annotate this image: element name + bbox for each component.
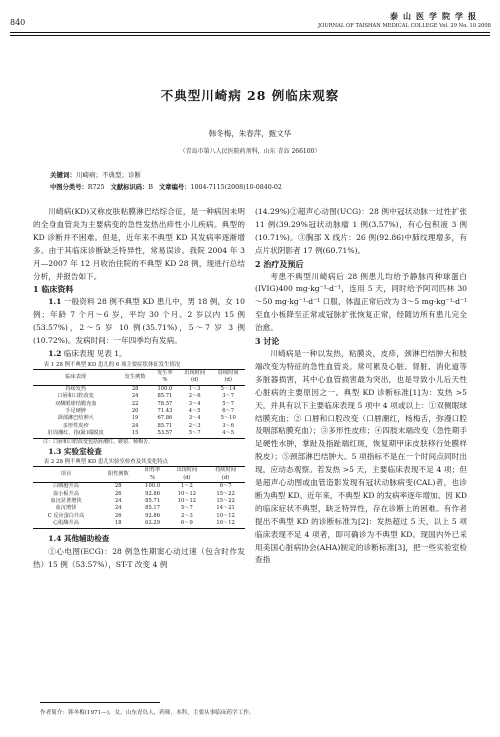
table-2-unit-onset: (d) [183, 474, 191, 481]
table-cell: 5～14 [220, 385, 236, 392]
page-number: 840 [10, 18, 26, 27]
table-cell: 10～12 [216, 512, 235, 519]
table-cell: 71.43 [157, 407, 173, 414]
section-1-4 [33, 533, 245, 546]
table-cell: 10～12 [177, 490, 197, 497]
table-cell: 2～3 [188, 422, 201, 429]
journal-title-cn: 泰山医学院学报 [390, 11, 481, 21]
treatment-paragraph: 考患不典型川崎病后 28 例患儿均给予静脉丙种球蛋白(IVIG)400 mg·kg⁻¹·d⁻¹，连用 5 天，同时给予阿司匹林 30～50 mg·kg⁻¹·d⁻¹ 口服，体温正常后改为 3～5 mg·kg⁻¹·d⁻¹ 至血小板降至正常或冠脉扩张恢复正常，经随访所有患儿完全治愈。 [255, 271, 467, 333]
intro-paragraph: 川崎病(KD)又称皮肤粘膜淋巴结综合征，是一种病因未明的全身血管炎为主要病变的急性发热出疹性小儿疾病。典型的 KD 诊断并不困难。但是，近年来不典型 KD 其发病率逐渐增多。由于其临床诊断缺乏特异性，常易误诊。我院 2004 年 3 月—2007 年 12 月收治住院的不典型 KD 28 例，现进行总结分析，并报告如下。 [33, 207, 245, 281]
table-cell: 28 [114, 483, 122, 490]
table-row [33, 505, 245, 512]
table-cell: 5～7 [222, 400, 235, 407]
table-cell: 颈部淋巴结肿大 [57, 415, 94, 422]
table-cell: 6～7 [222, 407, 235, 414]
table-cell: 6～9 [180, 520, 193, 527]
table-row [33, 430, 245, 438]
table-cell: 5～7 [180, 505, 193, 512]
journal-title-en: JOURNAL OF TAISHAN MEDICAL COLLEGE Vol. 29 No. 10 2008 [318, 23, 491, 29]
table-cell: 5～7 [188, 430, 201, 437]
table-2-header-onset: 出现时间 [176, 467, 198, 474]
table-cell: 53.57 [157, 430, 173, 437]
table-1-header-rate: 发生率 [157, 369, 173, 376]
footnote-rule [40, 702, 160, 703]
section-1-heading: 1 临床资料 [33, 284, 74, 295]
table-cell: 心肌酶升高 [52, 520, 79, 527]
section-1-1-label: 1.1 [48, 297, 62, 307]
doc-code-label: 文献标识码： [110, 184, 149, 191]
table-row [33, 415, 245, 422]
section-2-heading: 2 治疗及预后 [255, 258, 304, 269]
section-1-1-text: 一般资料 28 例不典型 KD 患儿中，男 18 例，女 10 例；年龄 7 个月～6 岁，平均 30 个月。2 岁以内 15 例(53.57%)，2～5 岁 10 例(35.71%)，5～7 岁 3 例(10.72%)。发病时间：一年四季均有发病。 [33, 297, 245, 346]
table-cell: 18 [114, 520, 122, 527]
table-1-note: 注：口唇和口腔改变包括唇潮红、皲裂、杨梅舌。 [43, 438, 154, 445]
table-2-header-duration: 持续时间 [215, 467, 236, 474]
table-cell: 15～22 [216, 490, 235, 497]
table-cell: 2～3 [180, 512, 193, 519]
section-3-heading: 3 讨论 [255, 336, 280, 347]
table-cell: 2～6 [188, 393, 201, 400]
table-cell: 85.71 [157, 393, 173, 400]
table-cell: 20 [131, 407, 139, 414]
keywords-line [50, 170, 141, 179]
table-row [33, 491, 245, 498]
table-cell: 24 [114, 505, 122, 512]
section-1-2-label: 1.2 [48, 348, 62, 358]
clc-label: 中图分类号： [50, 184, 88, 191]
classification-line [50, 182, 282, 191]
table-cell: 24 [131, 393, 139, 400]
affiliation: （青岛市第八人民医院药剂科，山东 青岛 266100） [179, 148, 321, 155]
table-2-unit-duration: (d) [221, 474, 230, 481]
table-cell: 10～12 [177, 498, 197, 505]
section-1-4-paragraph: ①心电图(ECG)：28 例急性期窦心动过速（包含时作发热）15 例（53.57%），ST-T 改变 4 例 [33, 546, 245, 569]
right-column [255, 206, 467, 567]
clc-code: R725 [87, 184, 105, 191]
table-cell: 24 [114, 498, 122, 505]
table-cell: 26 [114, 490, 122, 497]
table-cell: 85.71 [145, 498, 160, 505]
table-row [33, 385, 245, 393]
section-1-4-label: 1.4 [48, 533, 62, 543]
table-row [33, 393, 245, 400]
table-cell: 100.0 [157, 385, 173, 392]
article-title: 不典型川崎病 28 例临床观察 [160, 88, 340, 103]
table-1-header-duration: 持续时间 [217, 369, 239, 376]
authors: 韩冬梅，朱春萍，甄文华 [208, 129, 292, 138]
table-1-body [33, 385, 245, 438]
table-cell: C 反应蛋白升高 [47, 512, 85, 519]
author-footnote: 作者简介：韩冬梅(1971—)，女，山东青岛人，药师，本科，主要从事临床药学工作。 [40, 710, 255, 716]
table-cell: 85.17 [145, 505, 160, 512]
table-2-body [33, 483, 245, 528]
table-cell: 口唇和口腔改变 [57, 393, 94, 400]
table-cell: 24 [131, 422, 139, 429]
table-row [33, 401, 245, 408]
table-cell: 67.86 [157, 415, 173, 422]
table-cell: 血沉增快 [55, 505, 77, 512]
article-no: 1004-7115(2008)10-0840-02 [190, 184, 282, 191]
table-1-header-cases: 发生例数 [118, 369, 152, 385]
section-1-4-text: 其他辅助检查 [63, 533, 110, 543]
table-cell: 85.71 [157, 422, 173, 429]
table-cell: 22 [131, 400, 139, 407]
table-1-header-onset: 出现时间 [184, 369, 206, 376]
table-cell: 3～6 [222, 422, 235, 429]
table-cell: 手足硬肿 [65, 407, 87, 414]
table-cell: 3～7 [222, 393, 235, 400]
table-cell: 血小板升高 [52, 490, 79, 497]
table-cell: 78.57 [157, 400, 173, 407]
header-rule-thin [10, 35, 490, 36]
table-2-caption: 表 2 28 例不典型 KD 患儿实验室检查及其变化特点 [43, 459, 169, 466]
section-1-2-text: 临床表现 见表 1。 [63, 348, 127, 358]
table-cell: 62.29 [145, 520, 160, 527]
table-cell: 多形性皮疹 [62, 422, 89, 429]
table-2-header-cases: 阳性例数 [99, 467, 138, 483]
header-rule [10, 32, 490, 33]
table-cell: 28 [131, 385, 139, 392]
table-cell: 100.0 [145, 483, 160, 490]
table-cell: 3～4 [188, 400, 201, 407]
table-2 [33, 466, 245, 528]
continued-paragraph: (14.29%)②超声心动图(UCG)：28 例中冠状动脉一过性扩张 11 例(39.29%冠状动脉瘤 1 例(3.57%)，有心包积液 3 例(10.71%)。③胸部 X 线片：26 例(92.86)中肺纹理增多，有点片状阴影者 17 例(60.71%)。 [255, 207, 467, 255]
table-cell: 6～7 [219, 483, 232, 490]
table-cell: 4～5 [188, 407, 201, 414]
section-1-3-label: 1.3 [48, 446, 62, 456]
table-cell: 92.86 [145, 490, 160, 497]
table-cell: 1～2 [180, 483, 193, 490]
table-1-header-symptom: 临床表现 [33, 369, 118, 385]
table-cell: 白细胞升高 [52, 483, 79, 490]
table-row [33, 483, 245, 491]
section-1-3-text: 实验室检查 [63, 446, 102, 456]
table-row [33, 423, 245, 430]
article-no-label: 文章编号： [159, 184, 191, 191]
section-1-1 [33, 296, 245, 348]
table-1-unit-rate: % [162, 377, 168, 384]
table-1-unit-onset: (d) [190, 377, 199, 384]
section-1-2 [33, 348, 245, 361]
doc-code: B [148, 184, 153, 191]
table-cell: 10～12 [216, 520, 235, 527]
table-1-caption: 表 1 28 例不典型 KD 患儿的 6 项主要症状体征发生情况 [43, 361, 181, 368]
table-2-header-item: 项目 [33, 467, 99, 483]
table-row [33, 520, 245, 528]
table-cell: 1～3 [188, 385, 201, 392]
table-1 [33, 369, 245, 439]
table-cell: 19 [131, 415, 139, 422]
table-cell: 15 [131, 430, 139, 437]
table-cell: 26 [114, 512, 122, 519]
keywords: 川崎病；不典型；诊断 [76, 171, 141, 179]
discussion-paragraph: 川崎病是一种以发热，粘膜炎，皮疹，颈淋巴结肿大和肢端改变为特征的急性血管炎。常可累及心脏、肾脏、消化道等多脏器损害，其中心血管损害最为突出，也是导致小儿后天性心脏病的主要原因之一。典型 KD 诊断标准[1]为：发热 >5 天，并具有以下主要临床表现 5 项中 4 项或以上：①双侧眼球结膜充血；② 口唇和口腔改变（口唇潮红，杨梅舌，弥漫口腔及咽部粘膜充血）；③多形性皮疹；④四肢末端改变（急性期手足硬性水肿，掌趾及指趾端红斑，恢复期甲床皮肤移行处膜样脱皮）；⑤颈部淋巴结肿大。5 项指标不是在一个时间点同时出现，应动态观察。若发热 >5 天，主要临床表现不足 4 项；但是超声心动图或血管造影发现有冠状动脉病变(CAL)者，也诊断为典型 KD。近年来，不典型 KD 的发病率逐年增加。因 KD 的临床症状不典型，缺乏特异性，存在诊断上的困难。有作者提出不典型 KD 的诊断标准为[2]：发热超过 5 天，以上 5 项临床表现不足 4 项者，即可确诊为不典型 KD。现国内外已采用美国心脏病协会(AHA)制定的诊断标准[3]，把一些实验室检查指 [255, 348, 467, 565]
table-cell: 双侧眼球结膜充血 [54, 400, 97, 407]
table-cell: 15～22 [216, 498, 235, 505]
table-cell: 血沉显著增快 [50, 498, 82, 505]
table-2-unit-rate: % [150, 474, 156, 481]
table-cell: 92.86 [145, 512, 160, 519]
table-2-header-rate: 阳性率 [144, 467, 161, 474]
table-cell: 14～21 [216, 505, 235, 512]
left-column [33, 206, 245, 571]
table-cell: 3～4 [188, 415, 201, 422]
table-cell: 5～10 [220, 415, 236, 422]
table-cell: 持续发热 [65, 385, 87, 392]
table-cell: 肛周潮红、指(趾)端脱皮 [47, 430, 104, 437]
keywords-label: 关键词： [50, 171, 76, 179]
section-1-3 [33, 446, 245, 459]
table-1-unit-duration: (d) [224, 377, 232, 384]
table-cell: 4～5 [222, 430, 235, 437]
